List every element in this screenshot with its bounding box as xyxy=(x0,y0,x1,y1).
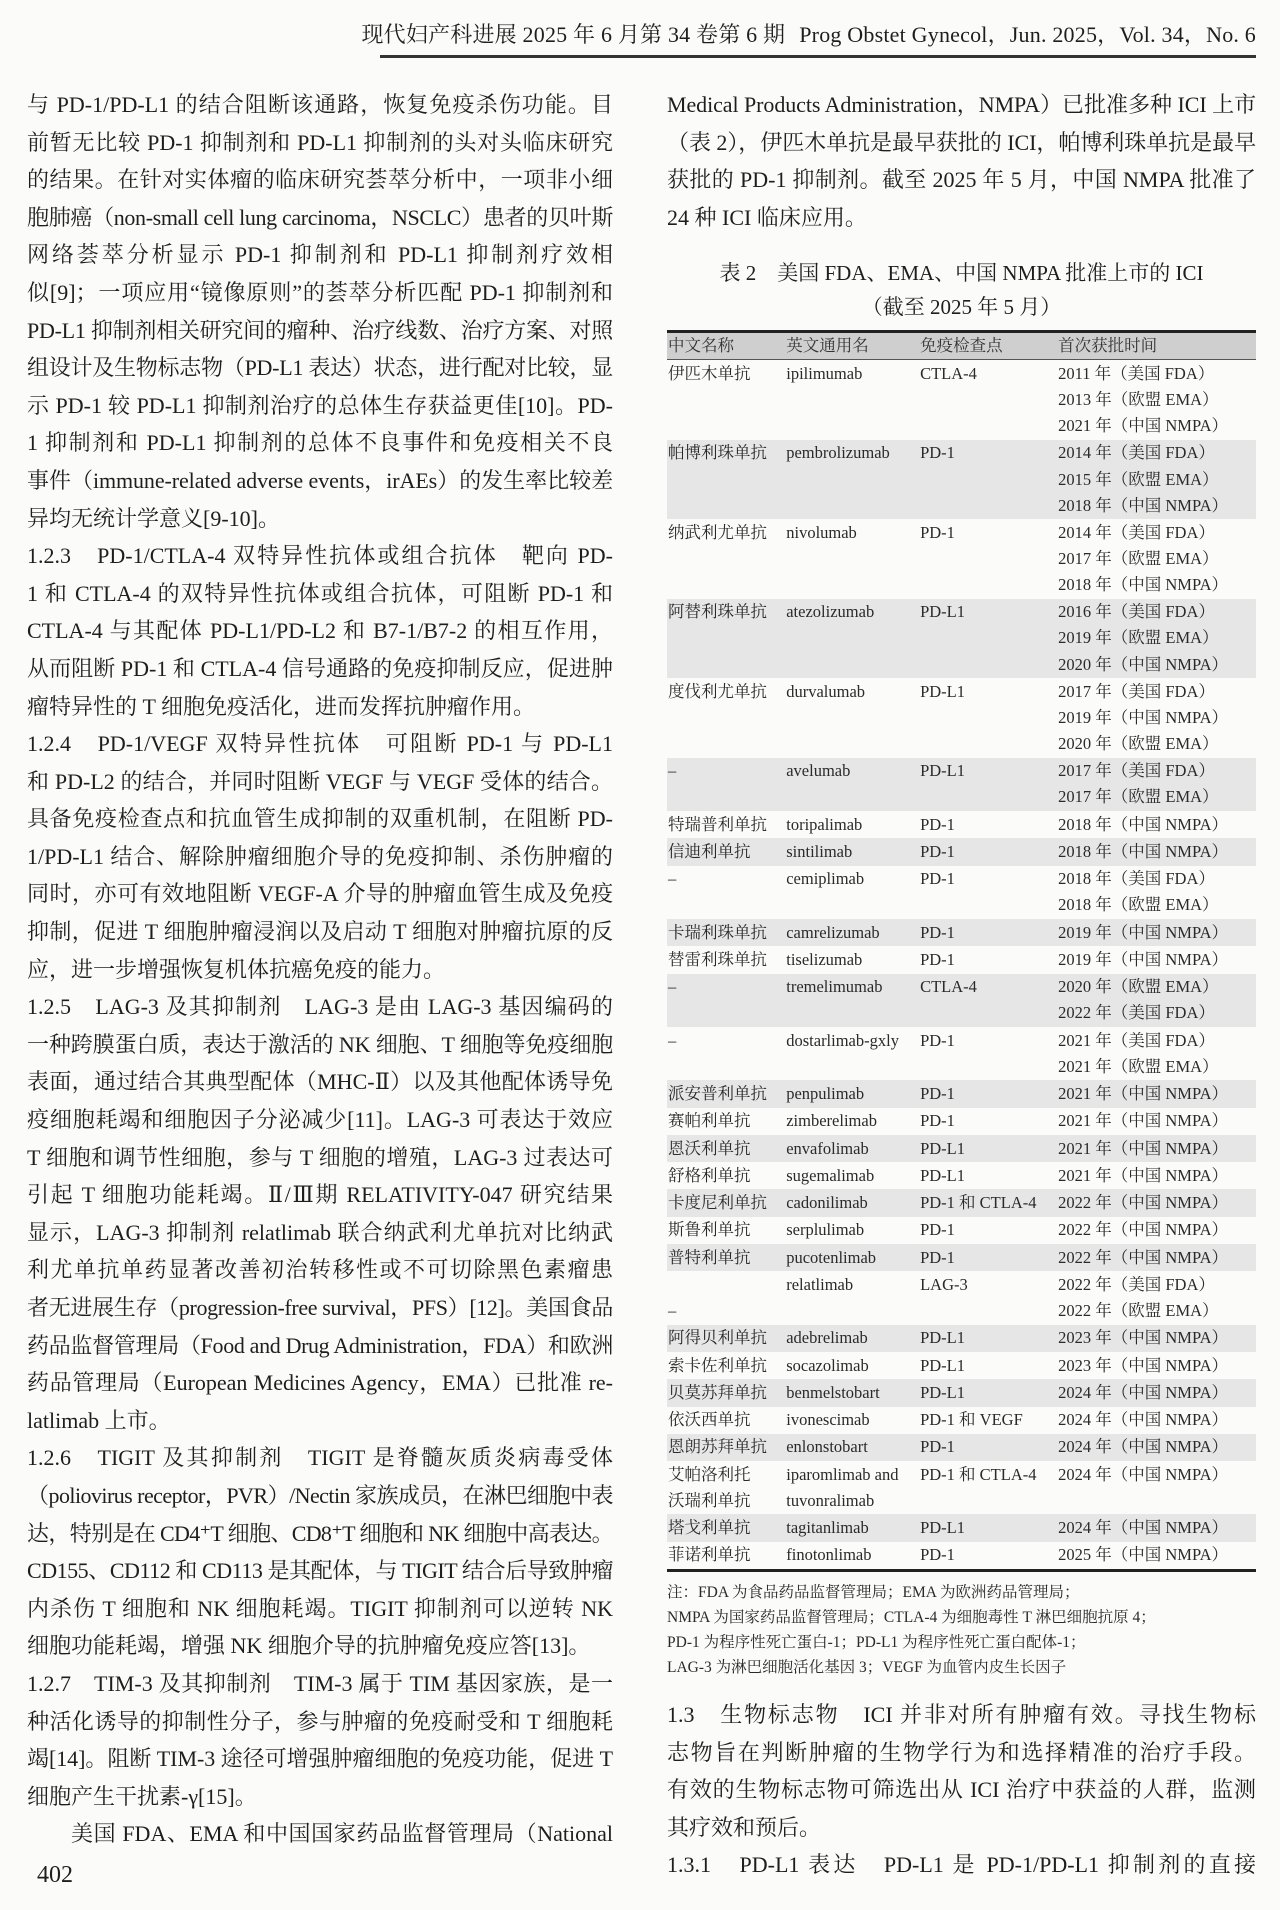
cell-cn-name: – xyxy=(667,974,785,1027)
text-line: 1.2.5 LAG-3 及其抑制剂 LAG-3 是由 LAG-3 基因编码的 xyxy=(27,994,613,1020)
table-row xyxy=(667,1325,1256,1352)
cell-cn-name: 依沃西单抗 xyxy=(668,1410,751,1430)
table-row xyxy=(667,1407,1256,1434)
column-header-approval-date: 首次获批时间 xyxy=(1057,332,1256,360)
table-title: 表 2 美国 FDA、EMA、中国 NMPA 批准上市的 ICI xyxy=(719,261,1204,286)
text-line: CD155、CD112 和 CD113 是其配体，与 TIGIT 结合后导致肿瘤 xyxy=(27,1558,613,1584)
text-line: 有效的生物标志物可筛选出从 ICI 治疗中获益的人群，监测 xyxy=(667,1777,1256,1803)
paragraph xyxy=(27,1439,613,1665)
table-row xyxy=(667,946,1256,973)
text-line: 24 种 ICI 临床应用。 xyxy=(667,204,867,230)
text-line: 和 PD-L2 的结合，并同时阻断 VEGF 与 VEGF 受体的结合。 xyxy=(27,768,613,794)
table-row xyxy=(667,1217,1256,1244)
cell-en-name: dostarlimab-gxly xyxy=(786,1030,899,1050)
cell-cn-name: 恩沃利单抗 xyxy=(667,1135,785,1162)
cell-en-name: atezolizumab xyxy=(785,599,919,678)
cell-checkpoint: PD-1 xyxy=(919,440,1057,519)
cell-approval-dates: 2024 年（中国 NMPA） xyxy=(1058,1410,1229,1430)
table-row xyxy=(667,519,1256,598)
text-line: latlimab 上市。 xyxy=(27,1407,171,1433)
cell-en-name: adebrelimab xyxy=(785,1325,919,1352)
text-line: 1/PD-L1 结合、解除肿瘤细胞介导的免疫抑制、杀伤肿瘤的 xyxy=(27,843,613,869)
cell-approval-dates: 2014 年（美国 FDA） 2015 年（欧盟 EMA） 2018 年（中国 NMPA） xyxy=(1057,440,1256,519)
text-line: 前暂无比较 PD-1 抑制剂和 PD-L1 抑制剂的头对头临床研究 xyxy=(27,129,613,155)
cell-en-name: tremelimumab xyxy=(785,974,919,1027)
cell-approval-dates: 2019 年（中国 NMPA） xyxy=(1057,919,1256,946)
cell-approval-dates: 2022 年（中国 NMPA） xyxy=(1057,1189,1256,1216)
cell-approval-dates: 2024 年（中国 NMPA） xyxy=(1057,1379,1256,1406)
text-line: 事件（immune-related adverse events，irAEs）的发生率比较差 xyxy=(27,467,613,493)
cell-en-name: avelumab xyxy=(785,758,919,811)
cell-checkpoint: CTLA-4 xyxy=(919,974,1057,1027)
cell-approval-dates: 2021 年（中国 NMPA） xyxy=(1057,1080,1256,1107)
note-line: NMPA 为国家药品监督管理局；CTLA-4 为细胞毒性 T 淋巴细胞抗原 4； xyxy=(667,1609,1156,1627)
cell-en-name: durvalumab xyxy=(786,681,866,701)
cell-cn-name: 索卡佐利单抗 xyxy=(668,1355,767,1375)
paragraph xyxy=(27,988,613,1439)
cell-en-name: nivolumab xyxy=(786,522,857,542)
cell-cn-name: 塔戈利单抗 xyxy=(667,1514,785,1541)
text-line: 1.2.7 TIM-3 及其抑制剂 TIM-3 属于 TIM 基因家族，是一 xyxy=(27,1670,613,1696)
column-header-checkpoint: 免疫检查点 xyxy=(919,332,1057,360)
cell-approval-dates: 2023 年（中国 NMPA） xyxy=(1057,1325,1256,1352)
journal-title-cn: 现代妇产科进展 2025 年 6 月第 34 卷第 6 期 xyxy=(361,22,786,47)
table-row xyxy=(667,1135,1256,1162)
cell-cn-name: – xyxy=(668,1301,677,1320)
table-subtitle: （截至 2025 年 5 月） xyxy=(861,295,1062,320)
cell-checkpoint: PD-1 xyxy=(920,814,955,834)
table-row xyxy=(667,1080,1256,1107)
text-line: 者无进展生存（progression-free survival，PFS）[12]。美国食品 xyxy=(27,1295,613,1320)
cell-en-name: sugemalimab xyxy=(786,1165,875,1185)
cell-en-name: benmelstobart xyxy=(785,1379,919,1406)
table-row xyxy=(667,811,1256,838)
cell-cn-name: 贝莫苏拜单抗 xyxy=(667,1379,785,1406)
cell-checkpoint: PD-1 和 CTLA-4 xyxy=(919,1189,1057,1216)
text-line: 疫细胞耗竭和细胞因子分泌减少[11]。LAG-3 可表达于效应 xyxy=(27,1107,613,1133)
text-line: 胞肺癌（non-small cell lung carcinoma，NSCLC）患者的贝叶斯 xyxy=(27,204,613,230)
table-row xyxy=(667,599,1256,678)
cell-checkpoint: PD-L1 xyxy=(919,1514,1057,1541)
table-row xyxy=(667,1461,1256,1514)
table-row xyxy=(667,758,1256,811)
cell-approval-dates: 2017 年（美国 FDA） 2017 年（欧盟 EMA） xyxy=(1057,758,1256,811)
cell-en-name: cemiplimab xyxy=(786,869,865,889)
text-line: 同时，亦可有效地阻断 VEGF-A 介导的肿瘤血管生成及免疫 xyxy=(27,881,613,907)
cell-checkpoint: PD-1 xyxy=(919,1542,1057,1571)
text-line: 药品监督管理局（Food and Drug Administration，FDA）和欧洲 xyxy=(27,1332,613,1358)
column-header-cn-name: 中文名称 xyxy=(667,332,785,360)
intro-paragraph xyxy=(667,86,1256,236)
text-line: PD-L1 抑制剂相关研究间的瘤种、治疗线数、治疗方案、对照 xyxy=(27,317,613,343)
text-line: 显示，LAG-3 抑制剂 relatlimab 联合纳武利尤单抗对比纳武 xyxy=(27,1219,613,1245)
paragraph xyxy=(27,1665,613,1815)
text-line: 1.2.3 PD-1/CTLA-4 双特异性抗体或组合抗体 靶向 PD- xyxy=(27,543,613,569)
cell-approval-dates: 2021 年（中国 NMPA） xyxy=(1058,1165,1229,1185)
text-line: 竭[14]。阻断 TIM-3 途径可增强肿瘤细胞的免疫功能，促进 T xyxy=(27,1746,613,1772)
text-line: 达，特别是在 CD4⁺T 细胞、CD8⁺T 细胞和 NK 细胞中高表达。 xyxy=(27,1520,613,1546)
table-row xyxy=(667,1271,1256,1324)
cell-cn-name: 菲诺利单抗 xyxy=(667,1542,785,1571)
cell-en-name: socazolimab xyxy=(786,1355,869,1375)
cell-approval-dates: 2016 年（美国 FDA） 2019 年（欧盟 EMA） 2020 年（中国 NMPA） xyxy=(1057,599,1256,678)
table-row xyxy=(667,1379,1256,1406)
table-row xyxy=(667,838,1256,865)
cell-cn-name: 恩朗苏拜单抗 xyxy=(667,1434,785,1461)
cell-cn-name: 舒格利单抗 xyxy=(668,1165,751,1185)
text-line: 网络荟萃分析显示 PD-1 抑制剂和 PD-L1 抑制剂疗效相 xyxy=(27,242,613,268)
cell-approval-dates: 2022 年（中国 NMPA） xyxy=(1057,1244,1256,1271)
cell-cn-name: 替雷利珠单抗 xyxy=(668,949,767,969)
cell-cn-name: 派安普利单抗 xyxy=(667,1080,785,1107)
cell-checkpoint: LAG-3 xyxy=(920,1274,968,1294)
right-column xyxy=(667,86,1256,1884)
text-line: 组设计及生物标志物（PD-L1 表达）状态，进行配对比较，显 xyxy=(27,355,613,381)
text-line: T 细胞和调节性细胞，参与 T 细胞的增殖，LAG-3 过表达可 xyxy=(27,1144,613,1170)
table-row xyxy=(667,1514,1256,1541)
cell-approval-dates: 2020 年（欧盟 EMA） 2022 年（美国 FDA） xyxy=(1057,974,1256,1027)
cell-cn-name: 信迪利单抗 xyxy=(667,838,785,865)
note-line: 注：FDA 为食品药品监督管理局；EMA 为欧洲药品管理局； xyxy=(667,1584,1080,1602)
cell-checkpoint: PD-1 xyxy=(920,949,955,969)
cell-en-name: sintilimab xyxy=(785,838,919,865)
page-number: 402 xyxy=(37,1862,73,1888)
cell-checkpoint: PD-L1 xyxy=(919,1325,1057,1352)
cell-checkpoint: PD-1 和 VEGF xyxy=(920,1410,1023,1430)
cell-en-name: toripalimab xyxy=(786,814,863,834)
text-line: 其疗效和预后。 xyxy=(667,1814,822,1840)
cell-checkpoint: CTLA-4 xyxy=(920,363,977,383)
cell-approval-dates: 2022 年（中国 NMPA） xyxy=(1058,1220,1229,1240)
paragraph xyxy=(27,537,613,725)
cell-cn-name: 度伐利尤单抗 xyxy=(668,681,767,701)
text-line: （表 2），伊匹木单抗是最早获批的 ICI，帕博利珠单抗是最早 xyxy=(667,129,1256,155)
table-notes xyxy=(667,1580,1256,1680)
paragraph xyxy=(27,725,613,988)
cell-cn-name: 斯鲁利单抗 xyxy=(668,1220,751,1240)
text-line: 1 和 CTLA-4 的双特异性抗体或组合抗体，可阻断 PD-1 和 xyxy=(27,580,613,606)
cell-checkpoint: PD-L1 xyxy=(919,758,1057,811)
cell-approval-dates: 2021 年（美国 FDA） 2021 年（欧盟 EMA） xyxy=(1058,1030,1219,1076)
note-line: PD-1 为程序性死亡蛋白-1；PD-L1 为程序性死亡蛋白配体-1； xyxy=(667,1634,1086,1652)
text-line: 示 PD-1 较 PD-L1 抑制剂治疗的总体生存获益更佳[10]。PD- xyxy=(27,392,613,418)
text-line: 引起 T 细胞功能耗竭。Ⅱ/Ⅲ期 RELATIVITY-047 研究结果 xyxy=(27,1182,613,1208)
cell-cn-name: 帕博利珠单抗 xyxy=(667,440,785,519)
text-line: （poliovirus receptor，PVR）/Nectin 家族成员，在淋巴细胞中表 xyxy=(27,1482,613,1508)
text-line: 瘤特异性的 T 细胞免疫活化，进而发挥抗肿瘤作用。 xyxy=(27,693,536,719)
section-1-3 xyxy=(667,1696,1256,1846)
table-row xyxy=(667,1244,1256,1271)
table-row xyxy=(667,1352,1256,1379)
text-line: CTLA-4 与其配体 PD-L1/PD-L2 和 B7-1/B7-2 的相互作用， xyxy=(27,618,613,644)
table-row xyxy=(667,866,1256,919)
cell-approval-dates: 2021 年（中国 NMPA） xyxy=(1058,1111,1229,1131)
cell-checkpoint: PD-1 xyxy=(920,869,955,889)
paragraph xyxy=(27,86,613,537)
text-line: 从而阻断 PD-1 和 CTLA-4 信号通路的免疫抑制反应，促进肿 xyxy=(27,655,613,681)
journal-title-en: Prog Obstet Gynecol，Jun. 2025，Vol. 34，No. 6 xyxy=(799,22,1256,47)
cell-checkpoint: PD-L1 xyxy=(920,1355,965,1375)
cell-en-name: cadonilimab xyxy=(785,1189,919,1216)
table-row xyxy=(667,440,1256,519)
cell-en-name: enlonstobart xyxy=(785,1434,919,1461)
table-row xyxy=(667,974,1256,1027)
cell-checkpoint: PD-1 xyxy=(919,1244,1057,1271)
cell-approval-dates: 2018 年（美国 FDA） 2018 年（欧盟 EMA） xyxy=(1058,869,1219,915)
cell-checkpoint: PD-1 xyxy=(919,919,1057,946)
cell-en-name: iparomlimab and tuvonralimab xyxy=(786,1464,899,1510)
cell-en-name: ipilimumab xyxy=(786,363,863,383)
cell-en-name: ivonescimab xyxy=(786,1410,870,1430)
cell-approval-dates: 2018 年（中国 NMPA） xyxy=(1058,814,1229,834)
text-line: 药品管理局（European Medicines Agency，EMA）已批准 re- xyxy=(27,1370,613,1396)
cell-cn-name: 赛帕利单抗 xyxy=(668,1111,751,1131)
table-row xyxy=(667,1027,1256,1080)
cell-checkpoint: PD-1 xyxy=(920,1111,955,1131)
cell-en-name: relatlimab xyxy=(786,1274,854,1294)
table-row xyxy=(667,1108,1256,1135)
table-row xyxy=(667,1542,1256,1571)
cell-en-name: tagitanlimab xyxy=(785,1514,919,1541)
text-line: 具备免疫检查点和抗血管生成抑制的双重机制，在阻断 PD- xyxy=(27,806,613,832)
cell-en-name: pembrolizumab xyxy=(785,440,919,519)
text-line: 内杀伤 T 细胞和 NK 细胞耗竭。TIGIT 抑制剂可以逆转 NK xyxy=(27,1595,613,1621)
cell-approval-dates: 2024 年（中国 NMPA） xyxy=(1058,1464,1229,1484)
table-row xyxy=(667,678,1256,757)
cell-approval-dates: 2021 年（中国 NMPA） xyxy=(1057,1135,1256,1162)
cell-checkpoint: PD-1 和 CTLA-4 xyxy=(920,1464,1037,1484)
cell-cn-name: 特瑞普利单抗 xyxy=(668,814,767,834)
cell-checkpoint: PD-L1 xyxy=(920,1165,965,1185)
note-line: LAG-3 为淋巴细胞活化基因 3；VEGF 为血管内皮生长因子 xyxy=(667,1659,1067,1677)
text-line: 异均无统计学意义[9-10]。 xyxy=(27,505,280,531)
text-line: 应，进一步增强恢复机体抗癌免疫的能力。 xyxy=(27,956,446,982)
text-line: 获批的 PD-1 抑制剂。截至 2025 年 5 月，中国 NMPA 批准了 xyxy=(667,167,1256,193)
cell-en-name: penpulimab xyxy=(785,1080,919,1107)
cell-checkpoint: PD-1 xyxy=(919,838,1057,865)
cell-checkpoint: PD-1 xyxy=(920,522,955,542)
cell-cn-name: – xyxy=(668,1030,677,1050)
cell-approval-dates: 2011 年（美国 FDA） 2013 年（欧盟 EMA） 2021 年（中国 NMPA） xyxy=(1058,363,1229,436)
text-line: 似[9]；一项应用“镜像原则”的荟萃分析匹配 PD-1 抑制剂和 xyxy=(27,279,613,305)
cell-cn-name: 阿替利珠单抗 xyxy=(667,599,785,678)
text-line: 细胞产生干扰素-γ[15]。 xyxy=(27,1783,257,1809)
cell-cn-name: – xyxy=(667,758,785,811)
cell-cn-name: 卡度尼利单抗 xyxy=(667,1189,785,1216)
text-line: 与 PD-1/PD-L1 的结合阻断该通路，恢复免疫杀伤功能。目 xyxy=(27,92,613,117)
cell-checkpoint: PD-L1 xyxy=(919,599,1057,678)
text-line: 1.2.6 TIGIT 及其抑制剂 TIGIT 是脊髓灰质炎病毒受体 xyxy=(27,1445,613,1471)
table-row xyxy=(667,1189,1256,1216)
cell-cn-name: 卡瑞利珠单抗 xyxy=(667,919,785,946)
cell-approval-dates: 2025 年（中国 NMPA） xyxy=(1057,1542,1256,1571)
text-line: 志物旨在判断肿瘤的生物学行为和选择精准的治疗手段。 xyxy=(667,1739,1256,1765)
cell-approval-dates: 2024 年（中国 NMPA） xyxy=(1057,1514,1256,1541)
cell-en-name: serplulimab xyxy=(786,1220,865,1240)
left-column xyxy=(27,86,613,1853)
column-header-en-name: 英文通用名 xyxy=(785,332,919,360)
cell-approval-dates: 2017 年（美国 FDA） 2019 年（中国 NMPA） 2020 年（欧盟 EMA） xyxy=(1058,681,1229,754)
cell-en-name: tiselizumab xyxy=(786,949,863,969)
cell-cn-name: 纳武利尤单抗 xyxy=(668,522,767,542)
running-header xyxy=(347,18,1256,49)
text-line: Medical Products Administration，NMPA）已批准多种 ICI 上市 xyxy=(667,92,1256,117)
text-line: 利尤单抗单药显著改善初治转移性或不可切除黑色素瘤患 xyxy=(27,1257,613,1283)
text-line: 种活化诱导的抑制性分子，参与肿瘤的免疫耐受和 T 细胞耗 xyxy=(27,1708,613,1734)
cell-checkpoint: PD-L1 xyxy=(919,1379,1057,1406)
cell-en-name: envafolimab xyxy=(785,1135,919,1162)
text-line: 1.3.1 PD-L1 表达 PD-L1 是 PD-1/PD-L1 抑制剂的直接 xyxy=(667,1852,1256,1878)
ici-approval-table xyxy=(667,330,1256,1572)
cell-approval-dates: 2019 年（中国 NMPA） xyxy=(1058,949,1229,969)
text-line: 细胞功能耗竭，增强 NK 细胞介导的抗肿瘤免疫应答[13]。 xyxy=(27,1633,591,1659)
section-1-3-1 xyxy=(667,1846,1256,1884)
cell-approval-dates: 2014 年（美国 FDA） 2017 年（欧盟 EMA） 2018 年（中国 NMPA） xyxy=(1058,522,1229,595)
cell-cn-name: 艾帕洛利托 沃瑞利单抗 xyxy=(668,1464,751,1510)
text-line: 1 抑制剂和 PD-L1 抑制剂的总体不良事件和免疫相关不良 xyxy=(27,430,613,456)
cell-approval-dates: 2024 年（中国 NMPA） xyxy=(1057,1434,1256,1461)
cell-approval-dates: 2022 年（美国 FDA） 2022 年（欧盟 EMA） xyxy=(1058,1274,1219,1320)
header-rule xyxy=(380,55,1256,58)
cell-checkpoint: PD-1 xyxy=(919,1080,1057,1107)
text-line: 1.3 生物标志物 ICI 并非对所有肿瘤有效。寻找生物标 xyxy=(667,1702,1256,1728)
cell-en-name: zimberelimab xyxy=(786,1111,877,1131)
table-row xyxy=(667,919,1256,946)
cell-checkpoint: PD-L1 xyxy=(919,1135,1057,1162)
cell-approval-dates: 2023 年（中国 NMPA） xyxy=(1058,1355,1229,1375)
table-row xyxy=(667,360,1256,440)
cell-checkpoint: PD-1 xyxy=(919,1434,1057,1461)
table-row xyxy=(667,1434,1256,1461)
cell-checkpoint: PD-1 xyxy=(920,1220,955,1240)
text-line: 抑制，促进 T 细胞肿瘤浸润以及启动 T 细胞对肿瘤抗原的反 xyxy=(27,919,613,945)
text-line: 表面，通过结合其典型配体（MHC-Ⅱ）以及其他配体诱导免 xyxy=(27,1069,613,1095)
text-line: 1.2.4 PD-1/VEGF 双特异性抗体 可阻断 PD-1 与 PD-L1 xyxy=(27,731,613,757)
cell-cn-name: 阿得贝利单抗 xyxy=(667,1325,785,1352)
cell-en-name: finotonlimab xyxy=(785,1542,919,1571)
cell-checkpoint: PD-1 xyxy=(920,1030,955,1050)
text-line: 的结果。在针对实体瘤的临床研究荟萃分析中，一项非小细 xyxy=(27,167,613,193)
paragraph xyxy=(27,1815,613,1853)
text-line: 一种跨膜蛋白质，表达于激活的 NK 细胞、T 细胞等免疫细胞 xyxy=(27,1031,613,1057)
cell-approval-dates: 2018 年（中国 NMPA） xyxy=(1057,838,1256,865)
text-line: 美国 FDA、EMA 和中国国家药品监督管理局（National xyxy=(71,1821,613,1847)
cell-cn-name: 伊匹木单抗 xyxy=(668,363,751,383)
table-row xyxy=(667,1162,1256,1189)
cell-checkpoint: PD-L1 xyxy=(920,681,965,701)
cell-en-name: camrelizumab xyxy=(785,919,919,946)
cell-cn-name: – xyxy=(668,869,677,889)
cell-cn-name: 普特利单抗 xyxy=(667,1244,785,1271)
table-header-row xyxy=(667,332,1256,360)
cell-en-name: pucotenlimab xyxy=(785,1244,919,1271)
